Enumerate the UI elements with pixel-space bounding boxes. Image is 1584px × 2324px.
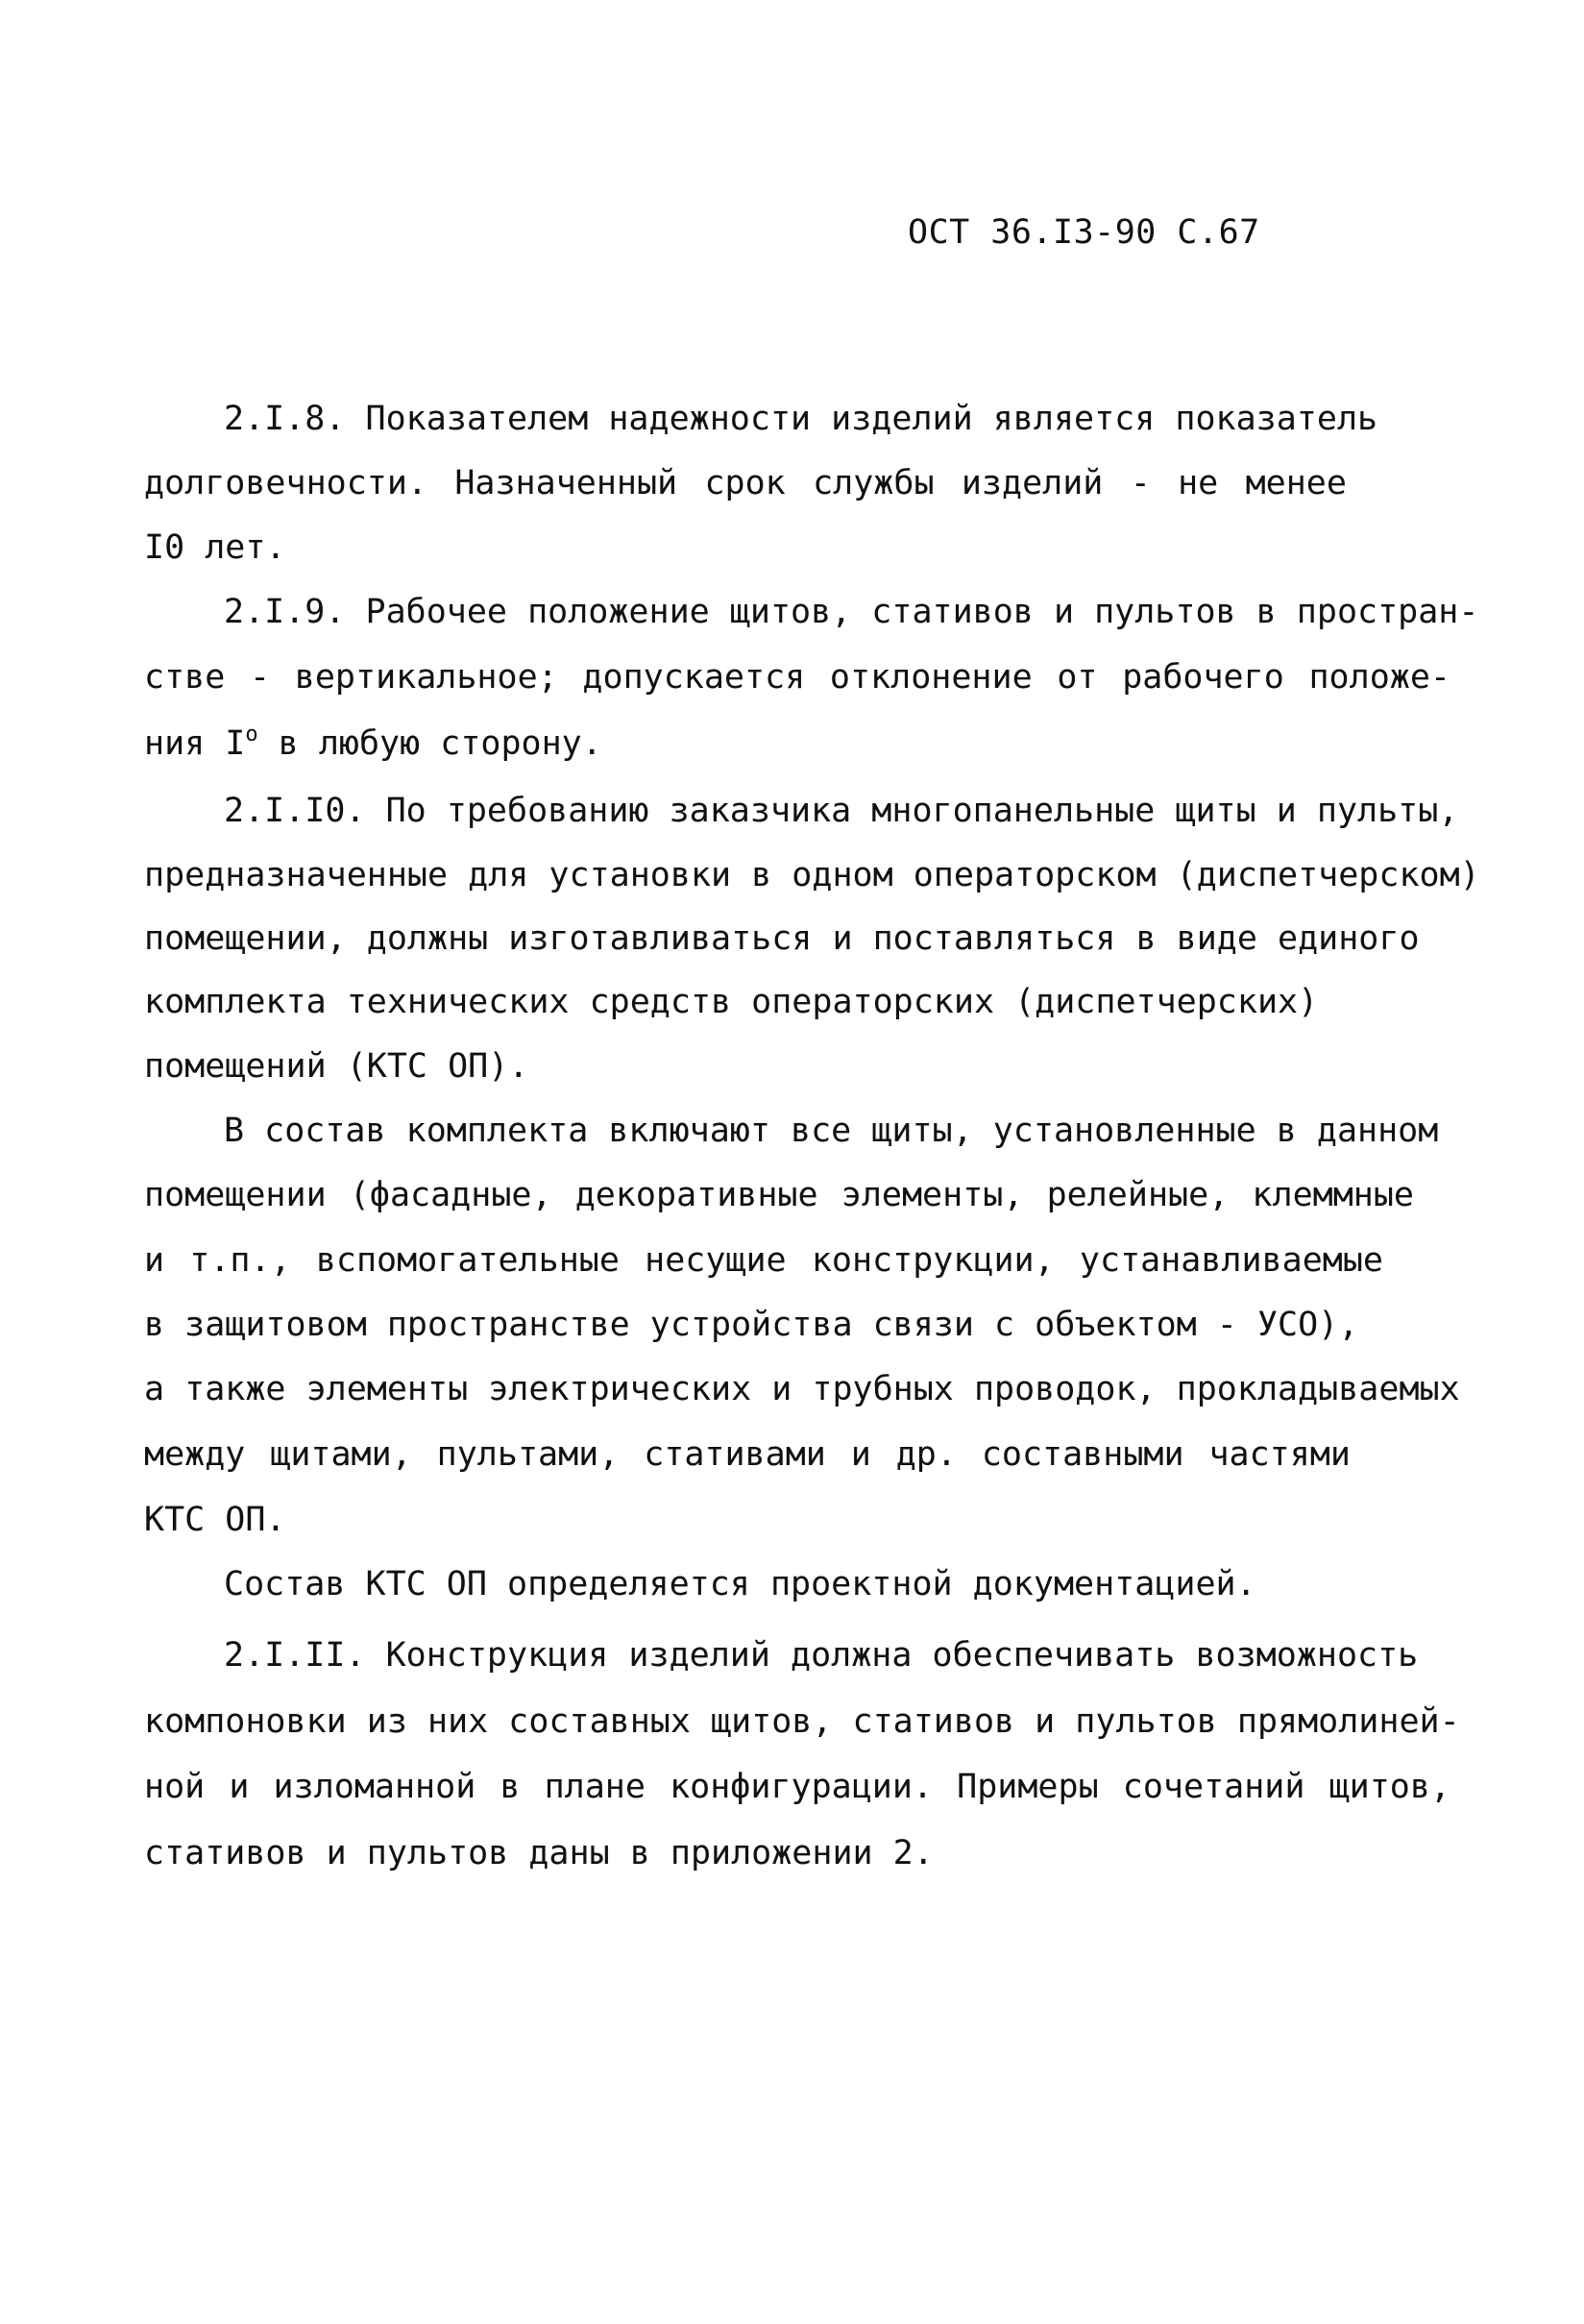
- word: между: [144, 1435, 246, 1474]
- word: декоративные: [574, 1176, 818, 1214]
- document-header: ОСТ 36.I3-90 С.67: [908, 213, 1260, 252]
- kts-line1: Состав КТС ОП определяется проектной документацией.: [224, 1565, 1256, 1603]
- word: от: [1057, 658, 1098, 697]
- sostav-line2: [144, 1174, 1414, 1216]
- sostav-line3: [144, 1239, 1383, 1282]
- p2110-line2: предназначенные для установки в одном операторском (диспетчерском): [144, 856, 1480, 894]
- word: конфигурации.: [670, 1768, 934, 1806]
- word: изломанной: [273, 1768, 476, 1806]
- word: положе-: [1308, 658, 1450, 697]
- word: Примеры: [957, 1768, 1099, 1806]
- p218-line3: I0 лет.: [144, 528, 286, 567]
- word: не: [1178, 464, 1219, 502]
- word: ной: [144, 1768, 206, 1806]
- p218-line1: 2.I.8. Показателем надежности изделий является показатель: [224, 400, 1378, 438]
- word: стативами: [644, 1435, 826, 1474]
- word: -: [250, 658, 271, 697]
- p2110-line4: комплекта технических средств операторских (диспетчерских): [144, 983, 1319, 1021]
- word: т.п.,: [189, 1241, 291, 1280]
- word: плане: [544, 1768, 646, 1806]
- word: Назначенный: [454, 464, 678, 502]
- p219-line2: [144, 656, 1450, 698]
- p218-line2: [144, 462, 1347, 504]
- p2110-line1: 2.I.I0. По требованию заказчика многопанельные щиты и пульты,: [224, 792, 1459, 830]
- word: изделий: [961, 464, 1104, 502]
- sostav-line5: а также элементы электрических и трубных проводок, прокладываемых: [144, 1370, 1460, 1408]
- p219-line3-pre: ния I: [144, 724, 246, 763]
- p219-line1: 2.I.9. Рабочее положение щитов, стативов и пультов в простран-: [224, 593, 1479, 631]
- sostav-line6: [144, 1433, 1351, 1476]
- word: щитов,: [1328, 1768, 1450, 1806]
- word: несущие: [645, 1241, 787, 1280]
- word: рабочего: [1122, 658, 1284, 697]
- word: релейные,: [1046, 1176, 1230, 1214]
- sostav-line7: КТС ОП.: [144, 1501, 286, 1539]
- word: вспомогательные: [315, 1241, 620, 1280]
- word: допускается: [582, 658, 806, 697]
- word: срок: [704, 464, 786, 502]
- p2110-line3: помещении, должны изготавливаться и поставляться в виде единого: [144, 919, 1420, 958]
- degree-symbol: о: [245, 722, 258, 746]
- p219-line3: [144, 722, 602, 765]
- word: клеммные: [1252, 1176, 1414, 1214]
- word: менее: [1245, 464, 1347, 502]
- sostav-line4: в защитовом пространстве устройства связи с объектом - УСО),: [144, 1306, 1359, 1344]
- p2111-line3: [144, 1766, 1450, 1808]
- word: помещении: [144, 1176, 327, 1214]
- word: др.: [895, 1435, 957, 1474]
- word: и: [144, 1241, 165, 1280]
- word: долговечности.: [144, 464, 428, 502]
- sostav-line1: В состав комплекта включают все щиты, установленные в данном: [224, 1112, 1439, 1150]
- word: -: [1130, 464, 1151, 502]
- word: сочетаний: [1122, 1768, 1305, 1806]
- word: вертикальное;: [294, 658, 558, 697]
- word: составными: [981, 1435, 1184, 1474]
- word: пультами,: [436, 1435, 620, 1474]
- p2110-line5: помещений (КТС ОП).: [144, 1047, 529, 1086]
- word: частями: [1208, 1435, 1351, 1474]
- p2111-line2: компоновки из них составных щитов, стативов и пультов прямолиней-: [144, 1702, 1460, 1741]
- word: конструкции,: [811, 1241, 1055, 1280]
- word: и: [229, 1768, 250, 1806]
- word: отклонение: [829, 658, 1033, 697]
- word: элементы,: [841, 1176, 1024, 1214]
- word: и: [850, 1435, 871, 1474]
- word: в: [500, 1768, 521, 1806]
- word: службы: [813, 464, 935, 502]
- p219-line3-post: в любую сторону.: [257, 724, 602, 763]
- p2111-line1: 2.I.II. Конструкция изделий должна обеспечивать возможность: [224, 1636, 1419, 1675]
- word: устанавливаемые: [1079, 1241, 1383, 1280]
- p2111-line4: стативов и пультов даны в приложении 2.: [144, 1834, 934, 1872]
- word: стве: [144, 658, 226, 697]
- word: щитами,: [270, 1435, 412, 1474]
- word: (фасадные,: [349, 1176, 552, 1214]
